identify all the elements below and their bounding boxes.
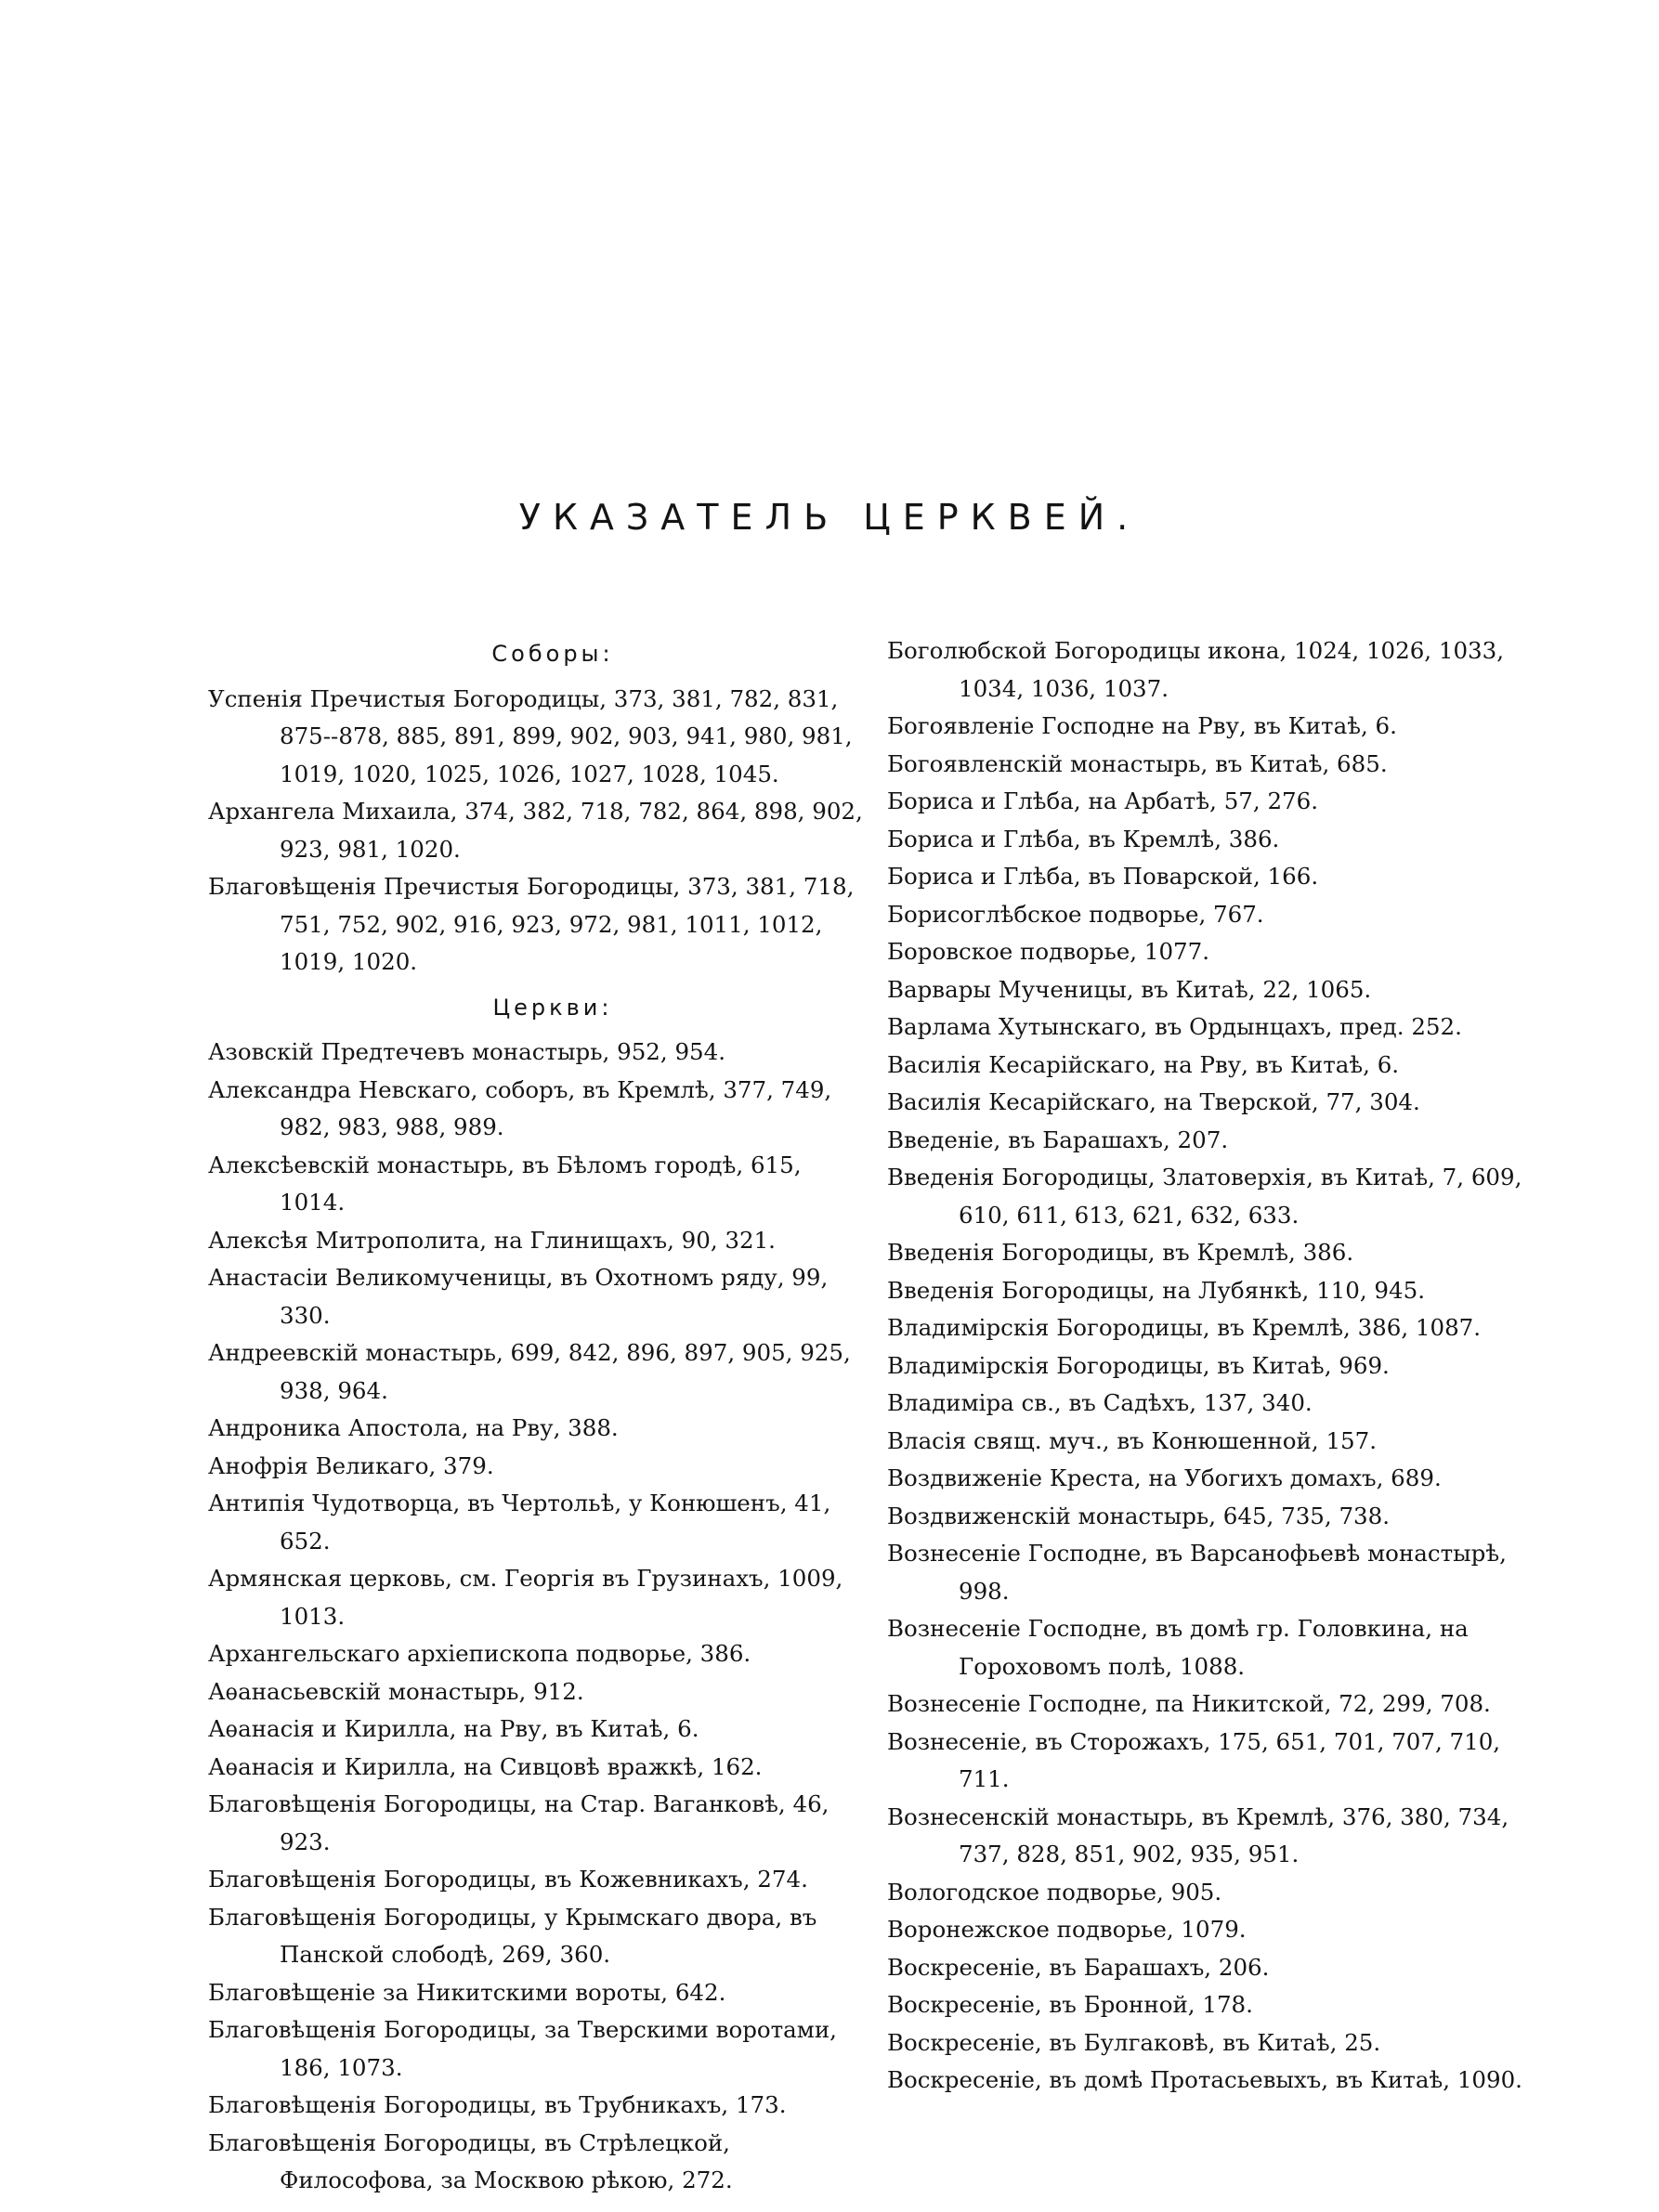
index-entry: Власія свящ. муч., въ Конюшенной, 157.: [887, 1426, 1378, 1454]
index-entry: Благовѣщенія Пречистыя Богородицы, 373, 381, 718, 751, 752, 902, 916, 923, 972, 981, 1011, 1012, 1019, 1020.: [208, 873, 855, 975]
index-entry: Архангела Михаила, 374, 382, 718, 782, 864, 898, 902, 923, 981, 1020.: [208, 798, 863, 863]
index-entry: Введенія Богородицы, Златоверхія, въ Китаѣ, 7, 609, 610, 611, 613, 621, 632, 633.: [887, 1164, 1522, 1229]
index-entry: Андреевскій монастырь, 699, 842, 896, 897, 905, 925, 938, 964.: [208, 1339, 851, 1404]
index-entry: Василія Кесарійскаго, на Рву, въ Китаѣ, 6.: [887, 1050, 1400, 1078]
index-entry: Введенія Богородицы, въ Кремлѣ, 386.: [887, 1239, 1354, 1266]
index-entry: Владимірскія Богородицы, въ Кремлѣ, 386, 1087.: [887, 1314, 1482, 1341]
index-entry: Вознесеніе, въ Сторожахъ, 175, 651, 701, 707, 710, 711.: [887, 1727, 1501, 1792]
index-entry: Введенія Богородицы, на Лубянкѣ, 110, 945.: [887, 1276, 1425, 1304]
index-entry: Варвары Мученицы, въ Китаѣ, 22, 1065.: [887, 975, 1372, 1003]
index-entry: Азовскій Предтечевъ монастырь, 952, 954.: [208, 1038, 726, 1065]
index-entry: Аѳанасія и Кирилла, на Рву, въ Китаѣ, 6.: [208, 1715, 699, 1742]
index-entry: Благовѣщеніе за Никитскими вороты, 642.: [208, 1978, 726, 2006]
index-entry: Аѳанасія и Кирилла, на Сивцовѣ вражкѣ, 162.: [208, 1752, 763, 1780]
index-entry: Воскресеніе, въ Бронной, 178.: [887, 1991, 1253, 2018]
index-entry: Александра Невскаго, соборъ, въ Кремлѣ, 377, 749, 982, 983, 988, 989.: [208, 1075, 832, 1140]
index-entry: Благовѣщенія Богородицы, на Стар. Ваганковѣ, 46, 923.: [208, 1790, 830, 1855]
index-entry: Бориса и Глѣба, въ Кремлѣ, 386.: [887, 825, 1280, 852]
section-heading-cerkvi: Церкви:: [492, 994, 613, 1021]
index-entry: Андроника Апостола, на Рву, 388.: [208, 1414, 619, 1441]
right-column: [887, 632, 1548, 2100]
index-entry: Бориса и Глѣба, на Арбатѣ, 57, 276.: [887, 787, 1319, 814]
index-entry: Алексѣевскій монастырь, въ Бѣломъ городѣ, 615, 1014.: [208, 1151, 802, 1216]
index-entry: Боровское подворье, 1077.: [887, 938, 1209, 965]
index-entry: Благовѣщенія Богородицы, у Крымскаго двора, въ Панской слободѣ, 269, 360.: [208, 1903, 817, 1968]
index-entry: Алексѣя Митрополита, на Глинищахъ, 90, 321.: [208, 1226, 776, 1254]
index-entry: Воронежское подворье, 1079.: [887, 1916, 1247, 1943]
index-entry: Богоявленіе Господне на Рву, въ Китаѣ, 6.: [887, 712, 1397, 739]
index-entry: Введеніе, въ Барашахъ, 207.: [887, 1126, 1229, 1153]
left-column: [208, 635, 869, 2200]
index-entry: Успенія Пречистыя Богородицы, 373, 381, 782, 831, 875--878, 885, 891, 899, 902, 903, 941, 980, 981, 1019, 1020, 1025, 1026, 1027, 1028, 1045.: [208, 684, 853, 787]
index-entry: Благовѣщенія Богородицы, въ Кожевникахъ, 274.: [208, 1866, 808, 1893]
index-entry: Анастасіи Великомученицы, въ Охотномъ ряду, 99, 330.: [208, 1264, 829, 1329]
index-entry: Вознесеніе Господне, въ домѣ гр. Головкина, на Гороховомъ полѣ, 1088.: [887, 1615, 1469, 1680]
index-entry: Вознесенскій монастырь, въ Кремлѣ, 376, 380, 734, 737, 828, 851, 902, 935, 951.: [887, 1802, 1509, 1867]
index-entry: Владиміра св., въ Садѣхъ, 137, 340.: [887, 1389, 1313, 1416]
index-entry: Анофрія Великаго, 379.: [208, 1451, 494, 1479]
index-entry: Вознесеніе Господне, въ Варсанофьевѣ монастырѣ, 998.: [887, 1540, 1507, 1605]
section-heading-sobory: Соборы:: [491, 641, 614, 667]
index-entry: Воскресеніе, въ Булгаковѣ, въ Китаѣ, 25.: [887, 2028, 1381, 2056]
index-entry: Благовѣщенія Богородицы, въ Трубникахъ, 173.: [208, 2091, 787, 2118]
index-entry: Бориса и Глѣба, въ Поварской, 166.: [887, 863, 1319, 890]
index-entry: Владимірскія Богородицы, въ Китаѣ, 969.: [887, 1351, 1390, 1379]
index-entry: Благовѣщенія Богородицы, въ Стрѣлецкой, Философова, за Москвою рѣкою, 272.: [208, 2128, 733, 2193]
index-entry: Аѳанасьевскій монастырь, 912.: [208, 1677, 584, 1705]
index-entry: Василія Кесарійскаго, на Тверской, 77, 304.: [887, 1088, 1420, 1115]
page-title: УКАЗАТЕЛЬ ЦЕРКВЕЙ.: [518, 497, 1141, 538]
index-entry: Борисоглѣбское подворье, 767.: [887, 900, 1264, 928]
index-entry: Воскресеніе, въ Барашахъ, 206.: [887, 1953, 1270, 1981]
index-entry: Вознесеніе Господне, па Никитской, 72, 299, 708.: [887, 1690, 1491, 1717]
index-entry: Армянская церковь, см. Георгія въ Грузинахъ, 1009, 1013.: [208, 1565, 843, 1630]
index-entry: Воздвиженскій монастырь, 645, 735, 738.: [887, 1502, 1391, 1529]
index-entry: Воздвиженіе Креста, на Убогихъ домахъ, 689.: [887, 1464, 1442, 1491]
index-entry: Архангельскаго архіепископа подворье, 386.: [208, 1640, 751, 1667]
index-entry: Благовѣщенія Богородицы, за Тверскими воротами, 186, 1073.: [208, 2016, 837, 2081]
index-entry: Антипія Чудотворца, въ Чертольѣ, у Конюшенъ, 41, 652.: [208, 1490, 831, 1555]
index-entry: Вологодское подворье, 905.: [887, 1878, 1222, 1906]
index-entry: Богоявленскій монастырь, въ Китаѣ, 685.: [887, 749, 1388, 777]
index-entry: Боголюбской Богородицы икона, 1024, 1026, 1033, 1034, 1036, 1037.: [887, 637, 1505, 702]
index-entry: Воскресеніе, въ домѣ Протасьевыхъ, въ Китаѣ, 1090.: [887, 2066, 1522, 2093]
index-entry: Варлама Хутынскаго, въ Ордынцахъ, пред. 252.: [887, 1013, 1462, 1040]
